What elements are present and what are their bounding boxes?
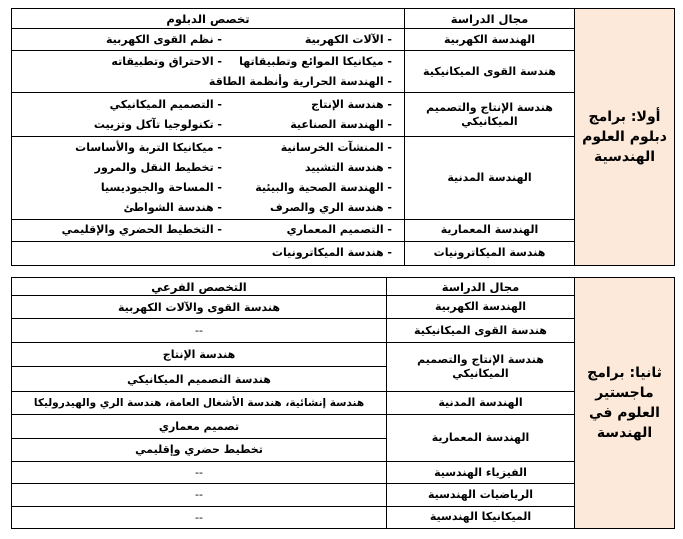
list-item: - تكنولوجيا تآكل وتزييت xyxy=(93,117,222,131)
subspecialty-cell: -- xyxy=(12,319,387,342)
list-item: - تخطيط النقل والمرور xyxy=(94,161,222,175)
field-cell: هندسة الإنتاج والتصميم الميكانيكي xyxy=(387,342,575,391)
specialization-header: تخصص الدبلوم xyxy=(12,9,405,29)
list-item xyxy=(16,243,230,263)
list-item: - هندسة التشييد xyxy=(304,161,392,175)
list-item: - نظم القوى الكهربية xyxy=(105,32,222,46)
list-item: - التصميم الميكانيكي xyxy=(109,97,222,111)
field-cell: هندسة القوى الميكانيكية xyxy=(387,319,575,342)
field-header: مجال الدراسة xyxy=(387,278,575,296)
field-cell: الفيزياء الهندسية xyxy=(387,461,575,483)
diploma-programs-label: أولا: برامج دبلوم العلوم الهندسية xyxy=(575,9,675,266)
subspecialty-cell: -- xyxy=(12,461,387,483)
masters-programs-label: ثانيا: برامج ماجستير العلوم في الهندسة xyxy=(575,278,675,529)
field-cell: الرياضيات الهندسية xyxy=(387,484,575,506)
list-item: - الآلات الكهربية xyxy=(304,32,392,46)
list-item: - ميكانيكا الموائع وتطبيقاتها xyxy=(239,54,392,68)
list-item: - الهندسة الصناعية xyxy=(290,117,392,131)
field-cell: هندسة الميكاترونيات xyxy=(405,241,575,265)
field-cell: هندسة القوى الميكانيكية xyxy=(405,51,575,93)
list-item: - هندسة الإنتاج xyxy=(311,97,392,111)
specializations-cell xyxy=(12,51,405,93)
field-cell: الهندسة الكهربية xyxy=(387,296,575,319)
specializations-cell xyxy=(12,241,405,265)
list-item: - هندسة الري والصرف xyxy=(269,201,392,215)
subspecialty-cell: هندسة إنشائية، هندسة الأشغال العامة، هندسة الري والهيدروليكا xyxy=(12,391,387,414)
list-item: - الاحتراق وتطبيقاته xyxy=(111,54,222,68)
field-header: مجال الدراسة xyxy=(405,9,575,29)
subspecialty-cell: تصميم معماري xyxy=(12,415,387,438)
field-cell: الهندسة المدنية xyxy=(405,137,575,219)
list-item xyxy=(16,72,230,92)
specializations-cell xyxy=(12,29,405,51)
subspecialty-cell: هندسة الإنتاج xyxy=(12,342,387,366)
list-item: - المنشآت الخرسانية xyxy=(280,141,392,155)
list-item: - الهندسة الحرارية وأنظمة الطاقة xyxy=(208,74,392,88)
field-cell: الهندسة المعمارية xyxy=(405,219,575,241)
field-cell: الميكانيكا الهندسية xyxy=(387,506,575,528)
list-item: - التخطيط الحضري والإقليمي xyxy=(61,223,222,237)
list-item: - المساحة والجيوديسيا xyxy=(100,181,222,195)
diploma-programs-table xyxy=(11,8,675,266)
field-cell: الهندسة المعمارية xyxy=(387,415,575,462)
specializations-cell xyxy=(12,137,405,219)
field-cell: الهندسة الكهربية xyxy=(405,29,575,51)
subspecialty-cell: -- xyxy=(12,506,387,528)
specializations-cell xyxy=(12,93,405,137)
subspecialty-cell: تخطيط حضري وإقليمي xyxy=(12,438,387,461)
field-cell: هندسة الإنتاج والتصميم الميكانيكي xyxy=(405,93,575,137)
list-item: - التصميم المعماري xyxy=(286,223,392,237)
specializations-cell xyxy=(12,219,405,241)
list-item: - ميكانيكا التربة والأساسات xyxy=(75,141,222,155)
list-item: - هندسة الشواطئ xyxy=(123,201,222,215)
list-item: - هندسة الميكاترونيات xyxy=(271,246,392,260)
subspecialty-cell: -- xyxy=(12,484,387,506)
subspecialty-cell: هندسة التصميم الميكانيكي xyxy=(12,367,387,391)
list-item: - الهندسة الصحية والبيئية xyxy=(255,181,392,195)
subspecialty-header: التخصص الفرعي xyxy=(12,278,387,296)
field-cell: الهندسة المدنية xyxy=(387,391,575,414)
subspecialty-cell: هندسة القوى والآلات الكهربية xyxy=(12,296,387,319)
masters-programs-table xyxy=(11,277,675,529)
